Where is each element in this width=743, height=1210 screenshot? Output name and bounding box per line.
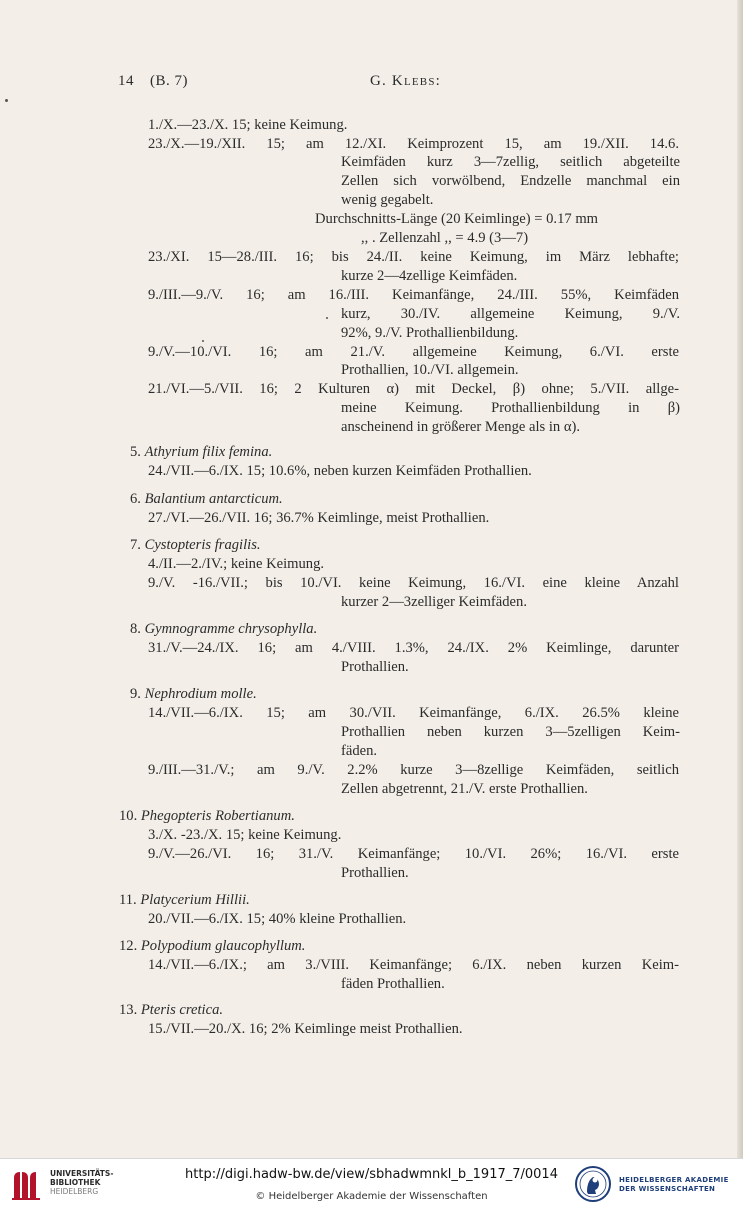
species-number: 5. [130,444,145,460]
species-number: 12. [119,938,141,954]
text-line [341,742,377,760]
text-line [341,305,680,323]
line-text: 23./XI. 15—28./III. 16; bis 24./II. keine Keimung, im März lebhafte; [148,249,679,265]
species-heading [130,685,257,703]
line-text: 9./V. -16./VII.; bis 10./VI. keine Keimung, 16./VI. eine kleine Anzahl [148,575,679,591]
line-text: wenig gegabelt. [341,192,434,208]
species-heading [119,1001,223,1019]
species-name: Gymnogramme chrysophylla. [144,621,318,637]
species-number: 10. [119,808,141,824]
text-line [148,343,679,361]
text-line [148,761,679,779]
species-number: 13. [119,1002,141,1018]
text-line [341,324,518,342]
species-name: Pteris cretica. [140,1002,224,1018]
academy-name [619,1176,729,1194]
line-text: ,, . Zellenzahl ,, = 4.9 (3—7) [361,230,529,246]
species-heading [130,443,272,461]
line-text: 20./VII.—6./IX. 15; 40% kleine Prothallien. [148,911,407,927]
text-line [148,286,679,304]
library-name-line: BIBLIOTHEK [50,1178,101,1187]
line-text: Prothallien. [341,659,409,675]
library-name-line: HEIDELBERG [50,1187,99,1196]
line-text: 14./VII.—6./IX.; am 3./VIII. Keimanfänge; 6./IX. neben kurzen Keim- [148,957,679,973]
text-line [148,956,679,974]
species-name: Nephrodium molle. [144,686,257,702]
species-heading [130,490,283,508]
species-name: Balantium antarcticum. [144,491,283,507]
series-label: (B. 7) [150,73,188,89]
academy-name-line: HEIDELBERGER AKADEMIE [619,1176,729,1184]
species-name: Cystopteris fragilis. [144,537,261,553]
line-text: 27./VI.—26./VII. 16; 36.7% Keimlinge, meist Prothallien. [148,510,490,526]
line-text: 14./VII.—6./IX. 15; am 30./VII. Keimanfänge, 6./IX. 26.5% kleine [148,705,679,721]
text-line [148,116,347,134]
line-text: Zellen abgetrennt, 21./V. erste Prothallien. [341,781,588,797]
line-text: 9./III.—9./V. 16; am 16./III. Keimanfänge, 24./III. 55%, Keimfäden [148,287,679,303]
text-line [341,723,680,741]
line-text: anscheinend in größerer Menge als in α). [341,419,581,435]
text-line [148,380,679,398]
line-text: 24./VII.—6./IX. 15; 10.6%, neben kurzen Keimfäden Prothallien. [148,463,532,479]
text-line [148,462,532,480]
line-text: kurz, 30./IV. allgemeine Keimung, 9./V. [341,306,680,322]
line-text: Durchschnitts-Länge (20 Keimlinge) = 0.17 mm [315,211,599,227]
species-name: Polypodium glaucophyllum. [140,938,306,954]
line-text: fäden. [341,743,378,759]
text-line [341,593,527,611]
page-number: 14 [118,73,134,89]
line-text: 9./V.—26./VI. 16; 31./V. Keimanfänge; 10./VI. 26%; 16./VI. erste [148,846,679,862]
line-text: 3./X. -23./X. 15; keine Keimung. [148,827,342,843]
academy-name-line: DER WISSENSCHAFTEN [619,1185,716,1193]
line-text: 31./V.—24./IX. 16; am 4./VIII. 1.3%, 24./IX. 2% Keimlinge, darunter [148,640,679,656]
text-line [148,910,406,928]
text-line [341,658,409,676]
text-line [148,826,341,844]
text-line [341,191,441,209]
line-text: 23./X.—19./XII. 15; am 12./XI. Keimprozent 15, am 19./XII. 14.6. [148,136,679,152]
line-text: 9./V.—10./VI. 16; am 21./V. allgemeine Keimung, 6./VI. erste [148,344,679,360]
line-text: kurze 2—4zellige Keimfäden. [341,268,518,284]
text-line [148,248,679,266]
text-line [148,574,679,592]
text-line [341,361,519,379]
author-name: G. Klebs: [370,73,442,89]
text-line [341,864,409,882]
species-name: Athyrium filix femina. [144,444,273,460]
text-line [341,267,531,285]
line-text: Zellen sich vorwölbend, Endzelle manchmal ein [341,173,680,189]
line-text: 15./VII.—20./X. 16; 2% Keimlinge meist Prothallien. [148,1021,463,1037]
text-line [341,399,680,417]
species-number: 7. [130,537,145,553]
text-line [148,704,679,722]
library-name-line: UNIVERSITÄTS- [50,1169,114,1178]
line-text: 1./X.—23./X. 15; keine Keimung. [148,117,348,133]
text-line [148,135,679,153]
species-heading [119,807,295,825]
permalink-url[interactable]: http://digi.hadw-bw.de/view/sbhadwmnkl_b_1917_7/0014 [185,1167,558,1182]
text-line [148,555,324,573]
line-text: fäden Prothallien. [341,976,445,992]
text-line [148,639,679,657]
academy-seal-logo [574,1165,612,1203]
species-name: Platycerium Hillii. [140,892,250,908]
text-line [148,509,489,527]
species-number: 9. [130,686,145,702]
species-heading [130,620,317,638]
line-text: 9./III.—31./V.; am 9./V. 2.2% kurze 3—8zellige Keimfäden, seitlich [148,762,679,778]
line-text: kurzer 2—3zelliger Keimfäden. [341,594,527,610]
text-line [361,229,681,247]
line-text: Keimfäden kurz 3—7zellig, seitlich abgeteilte [341,154,680,170]
line-text: Prothallien. [341,865,409,881]
text-line [341,172,680,190]
species-number: 6. [130,491,145,507]
species-heading [130,536,261,554]
copyright-notice: © Heidelberger Akademie der Wissenschaften [255,1191,488,1202]
text-line [341,418,638,436]
species-number: 11. [119,892,141,908]
text-line [148,845,679,863]
species-heading [119,891,250,909]
line-text: Prothallien neben kurzen 3—5zelligen Keim- [341,724,680,740]
line-text: 4./II.—2./IV.; keine Keimung. [148,556,325,572]
species-number: 8. [130,621,145,637]
line-text: Prothallien, 10./VI. allgemein. [341,362,519,378]
species-name: Phegopteris Robertianum. [140,808,295,824]
text-line [148,1020,463,1038]
line-text: 21./VI.—5./VII. 16; 2 Kulturen α) mit Deckel, β) ohne; 5./VII. allge- [148,381,679,397]
footer-bar [0,1158,743,1210]
text-line [341,153,680,171]
text-line [315,210,676,228]
line-text: 92%, 9./V. Prothallienbildung. [341,325,519,341]
text-line [341,975,445,993]
text-line [341,780,660,798]
species-heading [119,937,305,955]
line-text: meine Keimung. Prothallienbildung in β) [341,400,680,416]
